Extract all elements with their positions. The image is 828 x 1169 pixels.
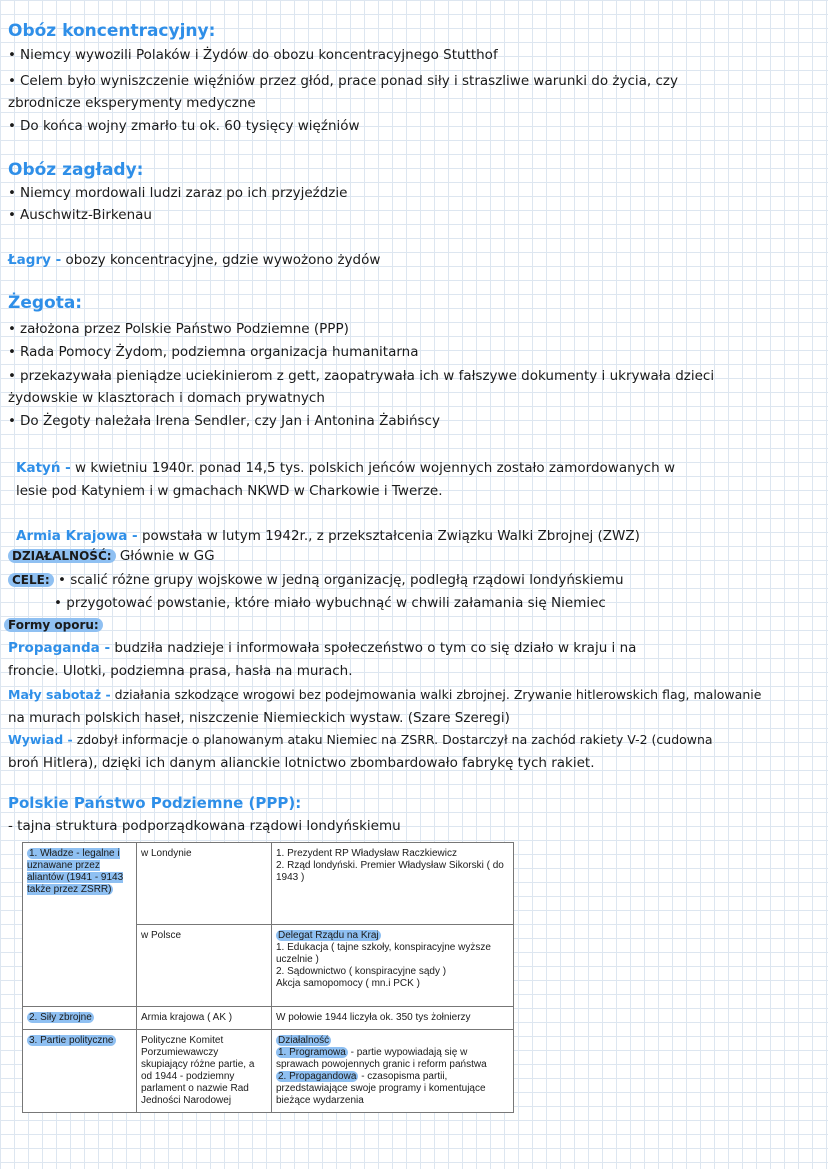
table-row xyxy=(23,1007,514,1030)
wywiad-line-2: broń Hitlera), dzięki ich danym alianckie lotnictwo zbombardowało fabrykę tych rakiet. xyxy=(8,755,595,771)
cele-line-2 xyxy=(54,594,606,612)
cell-text-highlighted: 2. Propagandowa xyxy=(278,1071,357,1082)
sabotaz-line-2: na murach polskich haseł, niszczenie Niemieckich wystaw. (Szare Szeregi) xyxy=(8,710,510,726)
armia-krajowa-text: powstała w lutym 1942r., z przekształcenia Związku Walki Zbrojnej (ZWZ) xyxy=(141,528,640,544)
bullet-icon: • xyxy=(57,572,66,588)
cell-text: 2. Rząd londyński. Premier Władysław Sikorski ( do 1943 ) xyxy=(276,860,504,883)
list-item-text: Niemcy wywozili Polaków i Żydów do obozu koncentracyjnego Stutthof xyxy=(20,47,498,63)
table-row xyxy=(23,843,514,925)
propaganda-line-1 xyxy=(8,639,636,657)
table-cell xyxy=(23,1030,137,1113)
cell-text-highlighted: 2. Siły zbrojne xyxy=(29,1012,92,1023)
cell-text-highlighted: 1. Programowa xyxy=(278,1047,346,1058)
heading-oboz-zaglady: Obóz zagłady: xyxy=(8,160,144,180)
cell-text: 1. Prezydent RP Władysław Raczkiewicz xyxy=(276,848,457,859)
list-item xyxy=(8,320,349,338)
list-item-text: przekazywała pieniądze uciekinierom z gett, zaopatrywała ich w fałszywe dokumenty i ukrywała dzieci xyxy=(20,368,715,384)
cele-badge: CELE: xyxy=(8,573,54,587)
dzialalnosc-line xyxy=(8,547,215,565)
propaganda-text: budziła nadzieje i informowała społeczeństwo o tym co się działo w kraju i na xyxy=(114,640,637,656)
cell-text: - partie wypowiadają się w sprawach powojennych granic i reform państwa xyxy=(276,1047,487,1070)
cele-line xyxy=(8,571,624,589)
cele-item: scalić różne grupy wojskowe w jedną organizację, podległą rządowi londyńskiemu xyxy=(70,572,624,588)
list-item-text: Auschwitz-Birkenau xyxy=(20,207,152,223)
cell-text: - czasopisma partii, przedstawiające swoje programy i komentujące bieżące wydarzenia xyxy=(276,1071,486,1106)
list-item-text: Niemcy mordowali ludzi zaraz po ich przyjeździe xyxy=(20,185,348,201)
bullet-icon: • xyxy=(8,321,16,337)
list-item-continuation: żydowskie w klasztorach i domach prywatnych xyxy=(8,390,325,406)
table-cell xyxy=(137,1007,272,1030)
term-katyn: Katyń - xyxy=(16,460,71,476)
bullet-icon: • xyxy=(8,344,16,360)
cell-text-highlighted: Działalność xyxy=(278,1035,330,1046)
wywiad-line-1 xyxy=(8,731,713,749)
cell-text: Polityczne Komitet Porzumiewawczy skupiający różne partie, a od 1944 - podziemny parlament o nazwie Rad Jedności Narodowej xyxy=(141,1035,255,1106)
katyn-line-2: lesie pod Katyniem i w gmachach NKWD w Charkowie i Twerze. xyxy=(16,483,443,499)
armia-krajowa-line xyxy=(16,527,640,545)
cell-text-highlighted: 1. Władze - legalne i uznawane przez aliantów (1941 - 9143 także przez ZSRR) xyxy=(27,848,124,895)
cele-item: przygotować powstanie, które miało wybuchnąć w chwili załamania się Niemiec xyxy=(66,595,606,611)
list-item-text: Do końca wojny zmarło tu ok. 60 tysięcy więźniów xyxy=(20,118,360,134)
list-item xyxy=(8,206,152,224)
cell-text: W połowie 1944 liczyła ok. 350 tys żołnierzy xyxy=(276,1012,471,1023)
list-item xyxy=(8,343,419,361)
table-cell xyxy=(272,843,514,925)
table-cell xyxy=(23,843,137,1007)
cell-text: 1. Edukacja ( tajne szkoły, konspiracyjne wyższe uczelnie ) xyxy=(276,942,491,965)
list-item xyxy=(8,46,498,64)
term-armia-krajowa: Armia Krajowa - xyxy=(16,528,138,544)
formy-oporu-heading xyxy=(4,616,103,634)
heading-oboz-koncentracyjny: Obóz koncentracyjny: xyxy=(8,21,216,41)
heading-ppp: Polskie Państwo Podziemne (PPP): xyxy=(8,794,302,812)
lagry-definition xyxy=(8,251,380,269)
ppp-table xyxy=(22,842,514,1113)
propaganda-line-2: froncie. Ulotki, podziemna prasa, hasła na murach. xyxy=(8,663,353,679)
sabotaz-line-1 xyxy=(8,686,761,704)
table-cell xyxy=(272,925,514,1007)
bullet-icon: • xyxy=(54,595,62,611)
sabotaz-text: działania szkodzące wrogowi bez podejmowania walki zbrojnej. Zrywanie hitlerowskich flag, malowanie xyxy=(114,687,762,702)
wywiad-text: zdobył informacje o planowanym ataku Niemiec na ZSRR. Dostarczył na zachód rakiety V-2 (cudowna xyxy=(76,732,713,747)
table-cell xyxy=(137,925,272,1007)
cell-text: 2. Sądownictwo ( konspiracyjne sądy ) xyxy=(276,966,447,977)
table-row xyxy=(23,1030,514,1113)
list-item-text: Rada Pomocy Żydom, podziemna organizacja humanitarna xyxy=(20,344,419,360)
term-sabotaz: Mały sabotaż - xyxy=(8,687,111,702)
term-lagry: Łagry - xyxy=(8,252,62,268)
table-cell xyxy=(272,1030,514,1113)
katyn-text: w kwietniu 1940r. ponad 14,5 tys. polskich jeńców wojennych zostało zamordowanych w xyxy=(75,460,675,476)
list-item-continuation: zbrodnicze eksperymenty medyczne xyxy=(8,95,256,111)
list-item-text: Do Żegoty należała Irena Sendler, czy Jan i Antonina Żabińscy xyxy=(20,413,440,429)
table-cell xyxy=(272,1007,514,1030)
cell-text: Akcja samopomocy ( mn.i PCK ) xyxy=(276,978,420,989)
cell-text-highlighted: Delegat Rządu na Kraj xyxy=(278,930,379,941)
cell-text-highlighted: 3. Partie polityczne xyxy=(29,1035,114,1046)
bullet-icon: • xyxy=(8,73,16,89)
heading-zegota: Żegota: xyxy=(8,293,83,313)
list-item-text: Celem było wyniszczenie więźniów przez głód, prace ponad siły i straszliwe warunki do życia, czy xyxy=(20,73,678,89)
list-item xyxy=(8,72,678,90)
formy-oporu-badge: Formy oporu: xyxy=(4,618,103,632)
table-cell xyxy=(23,1007,137,1030)
list-item xyxy=(8,184,347,202)
list-item xyxy=(8,412,440,430)
list-item xyxy=(8,367,714,385)
bullet-icon: • xyxy=(8,118,16,134)
table-cell xyxy=(137,1030,272,1113)
list-item-text: założona przez Polskie Państwo Podziemne (PPP) xyxy=(20,321,349,337)
bullet-icon: • xyxy=(8,185,16,201)
dzialalnosc-badge: DZIAŁALNOŚĆ: xyxy=(8,549,116,563)
cell-text: w Polsce xyxy=(141,930,182,941)
bullet-icon: • xyxy=(8,413,16,429)
cell-text: w Londynie xyxy=(141,848,192,859)
term-wywiad: Wywiad - xyxy=(8,732,73,747)
bullet-icon: • xyxy=(8,368,16,384)
bullet-icon: • xyxy=(8,207,16,223)
katyn-line-1 xyxy=(16,459,675,477)
ppp-description: - tajna struktura podporządkowana rządowi londyńskiemu xyxy=(8,818,401,834)
cell-text: Armia krajowa ( AK ) xyxy=(141,1012,233,1023)
dzialalnosc-text: Głównie w GG xyxy=(119,548,215,564)
table-cell xyxy=(137,843,272,925)
list-item xyxy=(8,117,360,135)
bullet-icon: • xyxy=(8,47,16,63)
term-propaganda: Propaganda - xyxy=(8,640,111,656)
definition-text: obozy koncentracyjne, gdzie wywożono żydów xyxy=(65,252,381,268)
